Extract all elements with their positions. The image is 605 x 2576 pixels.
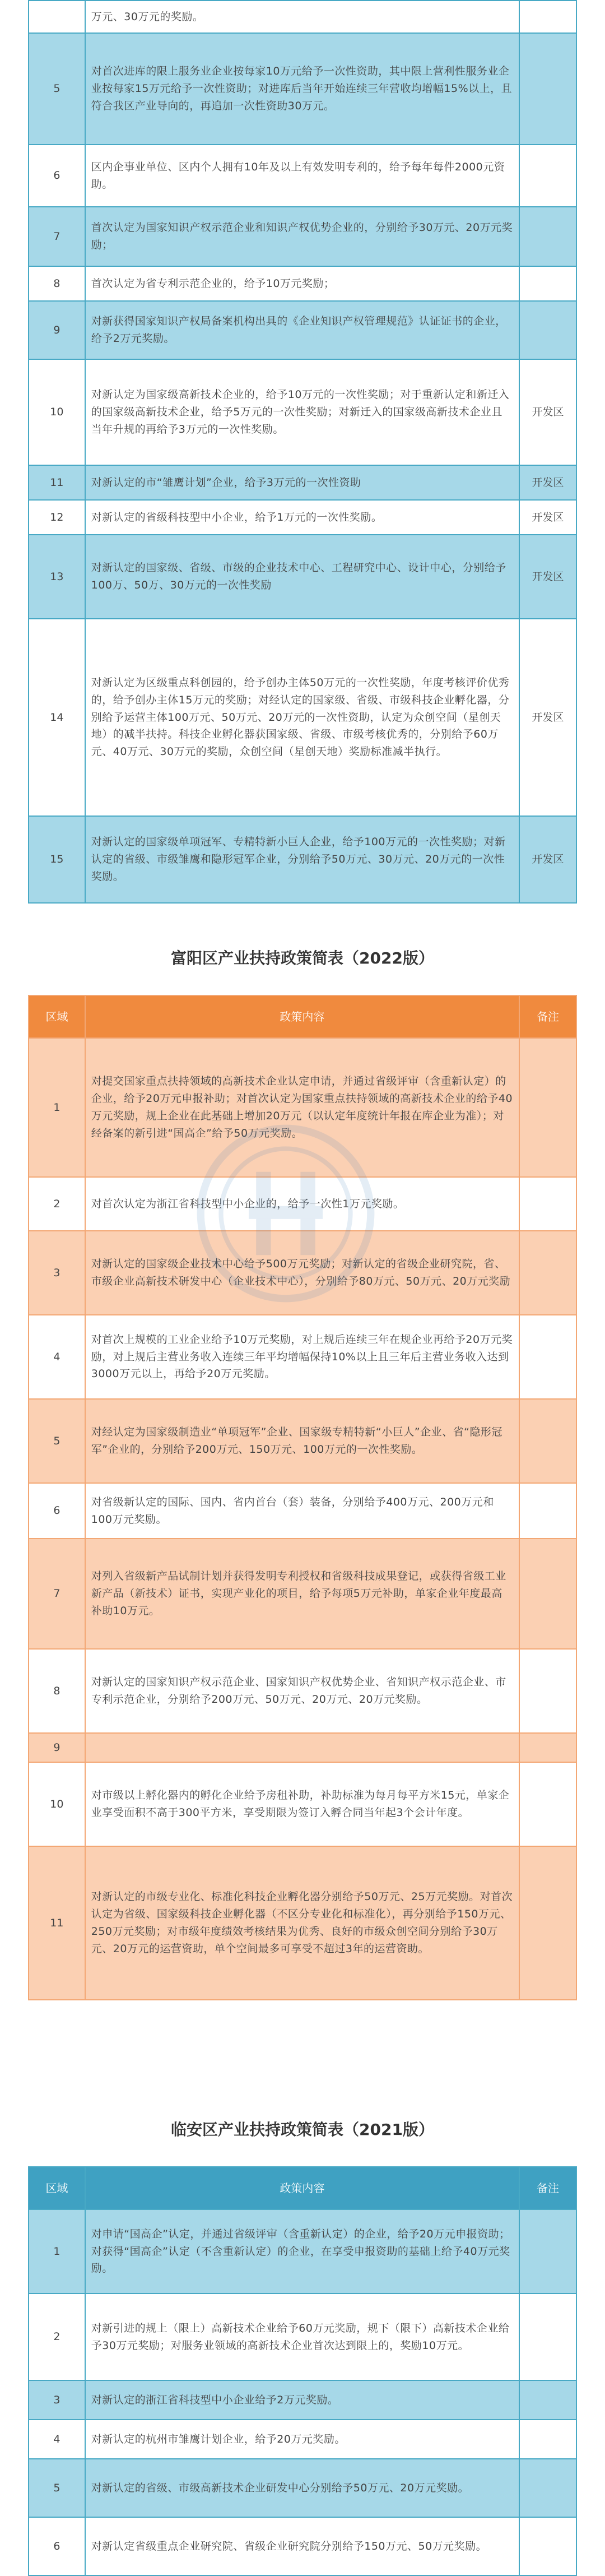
policy-content: 对首次认定为浙江省科技型中小企业的，给予一次性1万元奖励。 <box>85 1177 519 1231</box>
row-number: 2 <box>29 2294 85 2380</box>
header-content: 政策内容 <box>85 995 519 1038</box>
table-row <box>29 301 576 359</box>
header-note: 备注 <box>519 2167 576 2209</box>
row-note <box>519 1315 576 1399</box>
row-note <box>519 145 576 207</box>
policy-content: 对新认定的杭州市雏鹰计划企业，给予20万元奖励。 <box>85 2420 519 2459</box>
row-number: 14 <box>29 619 85 816</box>
row-note <box>519 1231 576 1315</box>
row-number: 9 <box>29 1733 85 1762</box>
policy-table-linan <box>28 2166 577 2576</box>
policy-content: 对首次上规模的工业企业给予10万元奖励，对上规后连续三年在规企业再给予20万元奖励，对上规后主营业务收入连续三年平均增幅保持10%以上且三年后主营业务收入达到3000万元以上，再给予20万元奖励。 <box>85 1315 519 1399</box>
policy-content: 首次认定为省专利示范企业的，给予10万元奖励； <box>85 266 519 301</box>
row-number: 10 <box>29 359 85 465</box>
policy-content: 对新认定的省级、市级高新技术企业研发中心分别给予50万元、20万元奖励。 <box>85 2459 519 2517</box>
policy-table-continued <box>28 0 577 904</box>
row-note: 开发区 <box>519 535 576 619</box>
policy-content: 对新认定的国家级、省级、市级的企业技术中心、工程研究中心、设计中心，分别给予100万、50万、30万元的一次性奖励 <box>85 535 519 619</box>
policy-content: 对申请“国高企”认定，并通过省级评审（含重新认定）的企业，给予20万元申报资助；对获得“国高企”认定（不含重新认定）的企业，在享受申报资助的基础上给予40万元奖励。 <box>85 2209 519 2294</box>
table-row <box>29 1177 576 1231</box>
policy-table-fuyang <box>28 995 577 2000</box>
policy-content: 区内企事业单位、区内个人拥有10年及以上有效发明专利的，给予每年每件2000元资助。 <box>85 145 519 207</box>
table-row <box>29 1846 576 2000</box>
row-note: 开发区 <box>519 816 576 903</box>
row-number: 12 <box>29 500 85 535</box>
row-note <box>519 207 576 266</box>
table-row <box>29 1038 576 1177</box>
policy-content: 对新引进的规上（限上）高新技术企业给予60万元奖励，规下（限下）高新技术企业给予30万元奖励；对服务业领域的高新技术企业首次达到限上的，奖励10万元。 <box>85 2294 519 2380</box>
row-note <box>519 2517 576 2575</box>
table-row <box>29 2517 576 2575</box>
table-title-linan: 临安区产业扶持政策简表（2021版） <box>171 2120 434 2139</box>
row-number: 2 <box>29 1177 85 1231</box>
table-row <box>29 500 576 535</box>
row-number: 6 <box>29 145 85 207</box>
row-note <box>519 2209 576 2294</box>
table-header-row <box>29 2167 576 2209</box>
header-area: 区域 <box>29 995 85 1038</box>
policy-content: 对新认定的市“雏鹰计划”企业，给予3万元的一次性资助 <box>85 465 519 500</box>
table-row <box>29 1649 576 1733</box>
policy-content: 万元、30万元的奖励。 <box>85 1 519 33</box>
row-number: 11 <box>29 1846 85 2000</box>
table-row <box>29 359 576 465</box>
row-number: 8 <box>29 1649 85 1733</box>
row-number: 13 <box>29 535 85 619</box>
row-note <box>519 33 576 145</box>
table-row <box>29 1762 576 1846</box>
table-row <box>29 145 576 207</box>
row-note <box>519 2459 576 2517</box>
table-row <box>29 266 576 301</box>
table-row <box>29 1399 576 1483</box>
row-note: 开发区 <box>519 500 576 535</box>
row-note <box>519 266 576 301</box>
policy-content: 对经认定为国家级制造业“单项冠军”企业、国家级专精特新“小巨人”企业、省“隐形冠军”企业的，分别给予200万元、150万元、100万元的一次性奖励。 <box>85 1399 519 1483</box>
row-number: 6 <box>29 1483 85 1539</box>
row-number: 5 <box>29 33 85 145</box>
policy-content: 对新认定为国家级高新技术企业的，给予10万元的一次性奖励；对于重新认定和新迁入的国家级高新技术企业，给予5万元的一次性奖励；对新迁入的国家级高新技术企业且当年升规的再给予3万元的一次性奖励。 <box>85 359 519 465</box>
row-note <box>519 1038 576 1177</box>
table-row <box>29 33 576 145</box>
policy-content: 对市级以上孵化器内的孵化企业给予房租补助，补助标准为每月每平方米15元，单家企业享受面积不高于300平方米，享受期限为签订入孵合同当年起3个会计年度。 <box>85 1762 519 1846</box>
policy-content: 对提交国家重点扶持领域的高新技术企业认定申请，并通过省级评审（含重新认定）的企业，给予20万元申报补助；对首次认定为国家重点扶持领域的高新技术企业的给予40万元奖励，规上企业在此基础上增加20万元（以认定年度统计年报在库企业为准）；对经备案的新引进“国高企”给予50万元奖励。 <box>85 1038 519 1177</box>
table-row <box>29 1315 576 1399</box>
row-number: 3 <box>29 2380 85 2420</box>
row-note: 开发区 <box>519 619 576 816</box>
policy-content: 对省级新认定的国际、国内、省内首台（套）装备，分别给予400万元、200万元和100万元奖励。 <box>85 1483 519 1539</box>
policy-content <box>85 1733 519 1762</box>
row-number: 5 <box>29 1399 85 1483</box>
table-header-row <box>29 995 576 1038</box>
table-row <box>29 1733 576 1762</box>
table-row <box>29 2459 576 2517</box>
policy-content: 对新获得国家知识产权局备案机构出具的《企业知识产权管理规范》认证证书的企业，给予2万元奖励。 <box>85 301 519 359</box>
row-note <box>519 1 576 33</box>
table-row <box>29 816 576 903</box>
policy-content: 对首次进库的限上服务业企业按每家10万元给予一次性资助，其中限上营利性服务业企业按每家15万元给予一次性资助；对进库后当年开始连续三年营收均增幅15%以上，且符合我区产业导向的，再追加一次性资助30万元。 <box>85 33 519 145</box>
policy-content: 对新认定的省级科技型中小企业，给予1万元的一次性奖励。 <box>85 500 519 535</box>
row-note <box>519 1733 576 1762</box>
policy-content: 对新认定的国家知识产权示范企业、国家知识产权优势企业、省知识产权示范企业、市专利示范企业，分别给予200万元、50万元、20万元、20万元奖励。 <box>85 1649 519 1733</box>
row-number: 7 <box>29 1539 85 1649</box>
table-row <box>29 535 576 619</box>
policy-content: 对新认定为区级重点科创园的，给予创办主体50万元的一次性奖励，年度考核评价优秀的，给予创办主体15万元的奖励；对经认定的国家级、省级、市级科技企业孵化器，分别给予运营主体100万元、50万元、20万元的一次性资助，认定为众创空间（星创天地）的减半扶持。科技企业孵化器获国家级、省级、市级考核优秀的，分别给予60万元、40万元、30万元的奖励，众创空间（星创天地）奖励标准减半执行。 <box>85 619 519 816</box>
row-number: 15 <box>29 816 85 903</box>
row-number: 6 <box>29 2517 85 2575</box>
table-title-fuyang: 富阳区产业扶持政策简表（2022版） <box>171 949 434 967</box>
table-row <box>29 2420 576 2459</box>
policy-content: 首次认定为国家知识产权示范企业和知识产权优势企业的，分别给予30万元、20万元奖励； <box>85 207 519 266</box>
table-row <box>29 2209 576 2294</box>
header-content: 政策内容 <box>85 2167 519 2209</box>
row-number: 4 <box>29 1315 85 1399</box>
policy-content: 对新认定的国家级企业技术中心给予500万元奖励；对新认定的省级企业研究院，省、市级企业高新技术研发中心（企业技术中心），分别给予80万元、50万元、20万元奖励 <box>85 1231 519 1315</box>
table-row <box>29 1539 576 1649</box>
row-number: 5 <box>29 2459 85 2517</box>
row-number: 3 <box>29 1231 85 1315</box>
policy-content: 对列入省级新产品试制计划并获得发明专利授权和省级科技成果登记，或获得省级工业新产品（新技术）证书，实现产业化的项目，给予每项5万元补助，单家企业年度最高补助10万元。 <box>85 1539 519 1649</box>
row-number: 8 <box>29 266 85 301</box>
policy-content: 对新认定的国家级单项冠军、专精特新小巨人企业，给予100万元的一次性奖励；对新认定的省级、市级雏鹰和隐形冠军企业，分别给予50万元、30万元、20万元的一次性奖励。 <box>85 816 519 903</box>
row-number: 9 <box>29 301 85 359</box>
row-number: 4 <box>29 2420 85 2459</box>
table-row <box>29 619 576 816</box>
row-number: 10 <box>29 1762 85 1846</box>
policy-content: 对新认定的市级专业化、标准化科技企业孵化器分别给予50万元、25万元奖励。对首次认定为省级、国家级科技企业孵化器（不区分专业化和标准化），再分别给予150万元、250万元奖励；对市级年度绩效考核结果为优秀、良好的市级众创空间分别给予30万元、20万元的运营资助，单个空间最多可享受不超过3年的运营资助。 <box>85 1846 519 2000</box>
row-note <box>519 2294 576 2380</box>
row-note <box>519 301 576 359</box>
table-row <box>29 2380 576 2420</box>
header-area: 区域 <box>29 2167 85 2209</box>
policy-content: 对新认定省级重点企业研究院、省级企业研究院分别给予150万元、50万元奖励。 <box>85 2517 519 2575</box>
row-number: 11 <box>29 465 85 500</box>
table-row <box>29 207 576 266</box>
row-note <box>519 1177 576 1231</box>
row-note <box>519 1762 576 1846</box>
table-row <box>29 2294 576 2380</box>
row-number: 7 <box>29 207 85 266</box>
row-note: 开发区 <box>519 359 576 465</box>
table-row <box>29 1231 576 1315</box>
row-number: 1 <box>29 1038 85 1177</box>
header-note: 备注 <box>519 995 576 1038</box>
row-note <box>519 2380 576 2420</box>
row-note <box>519 1399 576 1483</box>
table-row <box>29 465 576 500</box>
row-number: 1 <box>29 2209 85 2294</box>
row-note <box>519 2420 576 2459</box>
row-note <box>519 1539 576 1649</box>
policy-content: 对新认定的浙江省科技型中小企业给予2万元奖励。 <box>85 2380 519 2420</box>
row-number <box>29 1 85 33</box>
row-note: 开发区 <box>519 465 576 500</box>
table-row <box>29 1 576 33</box>
row-note <box>519 1846 576 2000</box>
row-note <box>519 1483 576 1539</box>
table-row <box>29 1483 576 1539</box>
row-note <box>519 1649 576 1733</box>
